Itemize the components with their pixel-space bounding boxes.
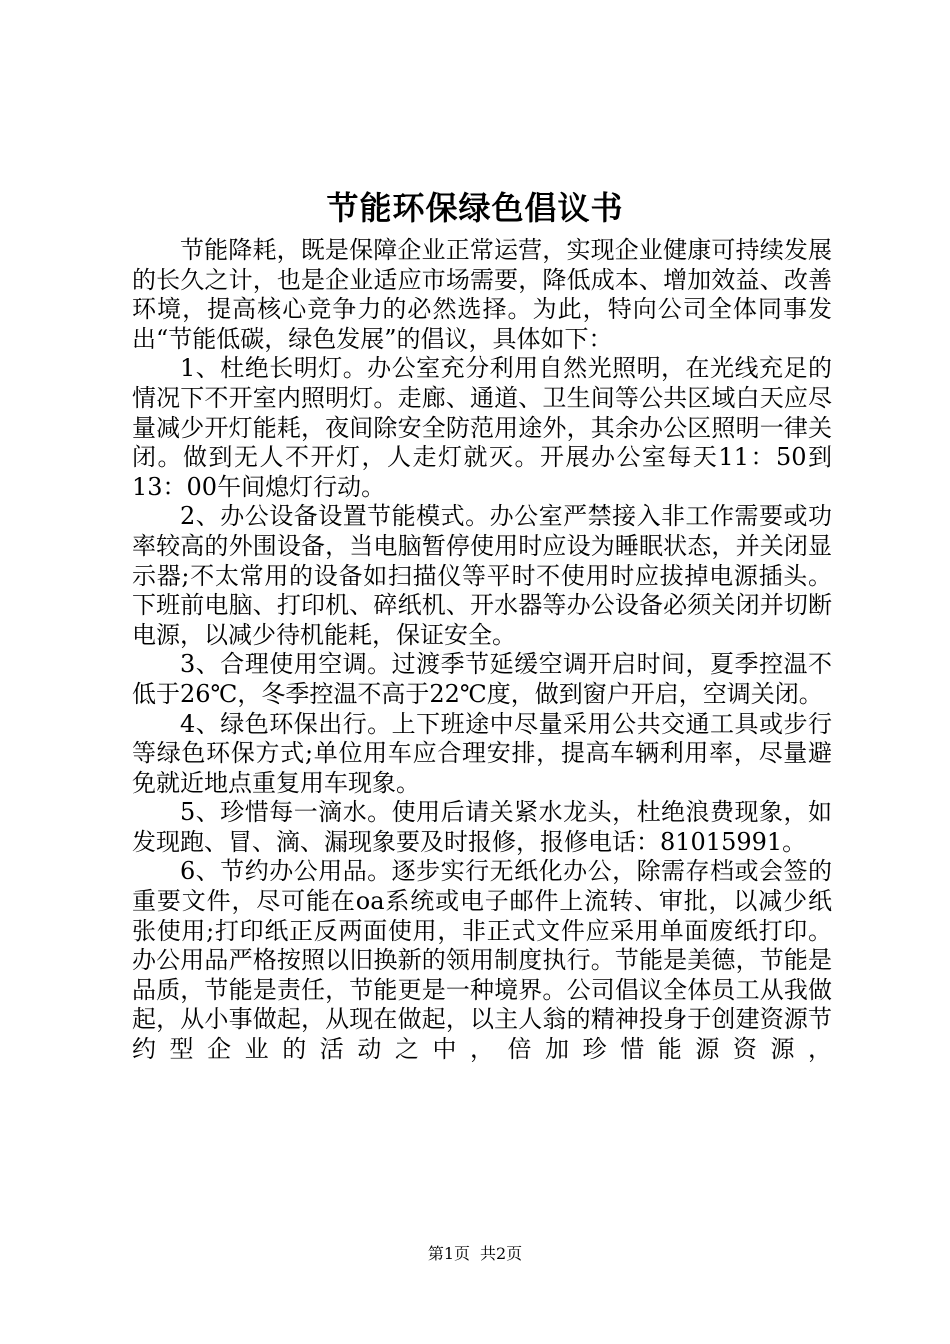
document-body [132, 236, 832, 1065]
document-title: 节能环保绿色倡议书 [326, 189, 624, 227]
paragraph-item-6: 6、节约办公用品。逐步实行无纸化办公，除需存档或会签的重要文件，尽可能在oa系统或电子邮件上流转、审批，以减少纸张使用;打印纸正反两面使用，非正式文件应采用单面废纸打印。办公用品严格按照以旧换新的领用制度执行。节能是美德，节能是品质，节能是责任，节能更是一种境界。公司倡议全体员工从我做起，从小事做起，从现在做起，以主人翁的精神投身于创建资源节约型企业的活动之中，倍加珍惜能源资源， [132, 857, 832, 1064]
page-number-total: 共2页 [480, 1244, 523, 1263]
paragraph-item-1: 1、杜绝长明灯。办公室充分利用自然光照明，在光线充足的情况下不开室内照明灯。走廊、通道、卫生间等公共区域白天应尽量减少开灯能耗，夜间除安全防范用途外，其余办公区照明一律关闭。做到无人不开灯，人走灯就灭。开展办公室每天11：50到13：00午间熄灯行动。 [132, 354, 832, 501]
paragraph-intro: 节能降耗，既是保障企业正常运营，实现企业健康可持续发展的长久之计，也是企业适应市场需要，降低成本、增加效益、改善环境，提高核心竞争力的必然选择。为此，特向公司全体同事发出“节能低碳，绿色发展”的倡议，具体如下： [132, 236, 832, 353]
paragraph-item-2: 2、办公设备设置节能模式。办公室严禁接入非工作需要或功率较高的外围设备，当电脑暂停使用时应设为睡眠状态，并关闭显示器;不太常用的设备如扫描仪等平时不使用时应拔掉电源插头。下班前电脑、打印机、碎纸机、开水器等办公设备必须关闭并切断电源，以减少待机能耗，保证安全。 [132, 502, 832, 649]
paragraph-item-4: 4、绿色环保出行。上下班途中尽量采用公共交通工具或步行等绿色环保方式;单位用车应合理安排，提高车辆利用率，尽量避免就近地点重复用车现象。 [132, 709, 832, 797]
paragraph-item-3: 3、合理使用空调。过渡季节延缓空调开启时间，夏季控温不低于26℃，冬季控温不高于22℃度，做到窗户开启，空调关闭。 [132, 650, 832, 708]
page-number-current: 第1页 [427, 1244, 470, 1263]
page-footer [0, 1243, 950, 1265]
paragraph-item-5: 5、珍惜每一滴水。使用后请关紧水龙头，杜绝浪费现象，如发现跑、冒、滴、漏现象要及时报修，报修电话：81015991。 [132, 798, 832, 856]
